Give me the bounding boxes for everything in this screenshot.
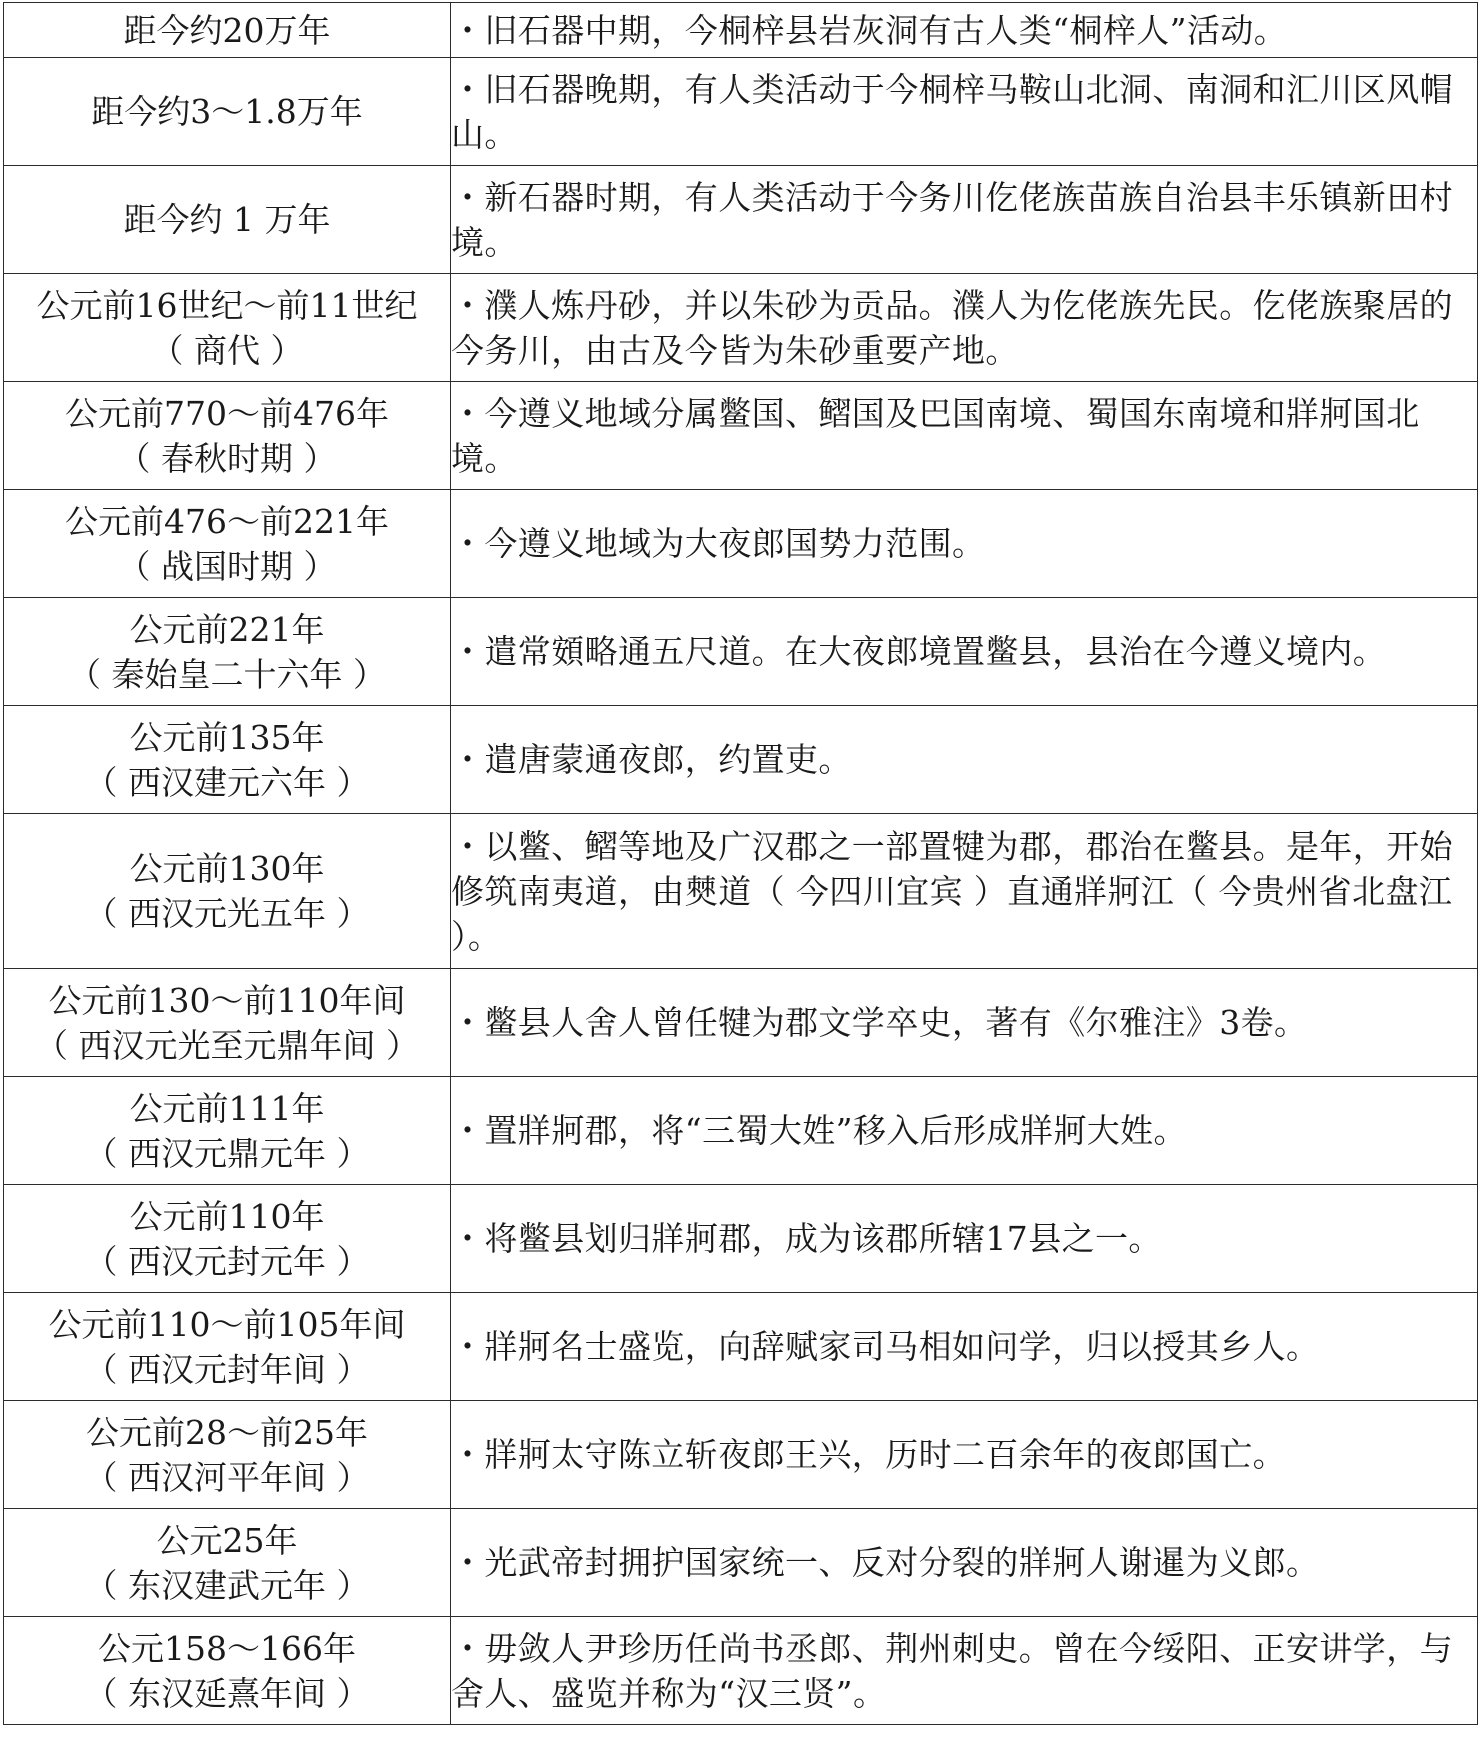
era-text: （ 春秋时期 ）: [117, 438, 337, 478]
date-cell: [4, 3, 451, 58]
date-cell: [4, 598, 451, 706]
date-text: 公元158～166年: [98, 1628, 356, 1668]
event-cell: ・将鳖县划归牂牁郡，成为该郡所辖17县之一。: [451, 1185, 1478, 1293]
era-text: （ 西汉元光至元鼎年间 ）: [35, 1025, 419, 1065]
table-row: [4, 814, 1478, 969]
event-cell: ・置牂牁郡，将“三蜀大姓”移入后形成牂牁大姓。: [451, 1077, 1478, 1185]
era-text: （ 秦始皇二十六年 ）: [68, 654, 386, 694]
date-text: 公元25年: [156, 1520, 298, 1560]
event-cell: ・新石器时期，有人类活动于今务川仡佬族苗族自治县丰乐镇新田村境。: [451, 166, 1478, 274]
event-cell: ・鳖县人舍人曾任犍为郡文学卒史，著有《尔雅注》3卷。: [451, 969, 1478, 1077]
table-row: [4, 166, 1478, 274]
date-text: 距今约20万年: [123, 10, 331, 50]
event-cell: ・濮人炼丹砂，并以朱砂为贡品。濮人为仡佬族先民。仡佬族聚居的今务川，由古及今皆为朱砂重要产地。: [451, 274, 1478, 382]
table-row: [4, 1185, 1478, 1293]
date-cell: [4, 969, 451, 1077]
era-text: （ 西汉元封元年 ）: [84, 1241, 370, 1281]
date-cell: [4, 814, 451, 969]
era-text: （ 战国时期 ）: [117, 546, 337, 586]
date-text: 公元前135年: [129, 717, 325, 757]
table-row: [4, 1401, 1478, 1509]
table-row: [4, 274, 1478, 382]
date-text: 公元前130年: [129, 849, 325, 888]
event-cell: ・今遵义地域分属鳖国、鳛国及巴国南境、蜀国东南境和牂牁国北境。: [451, 382, 1478, 490]
date-text: 公元前28～前25年: [86, 1412, 368, 1452]
table-row: [4, 1293, 1478, 1401]
date-cell: [4, 58, 451, 166]
date-text: 公元前476～前221年: [65, 501, 389, 541]
table-row: [4, 1509, 1478, 1617]
era-text: （ 西汉河平年间 ）: [84, 1457, 370, 1497]
date-cell: [4, 1509, 451, 1617]
era-text: （ 西汉元封年间 ）: [84, 1349, 370, 1389]
chronology-body: [4, 3, 1478, 1725]
date-text: 公元前111年: [129, 1088, 325, 1128]
table-row: [4, 382, 1478, 490]
event-cell: ・光武帝封拥护国家统一、反对分裂的牂牁人谢暹为义郎。: [451, 1509, 1478, 1617]
era-text: （ 商代 ）: [150, 330, 304, 370]
table-row: [4, 3, 1478, 58]
event-cell: ・旧石器中期，今桐梓县岩灰洞有古人类“桐梓人”活动。: [451, 3, 1478, 58]
date-cell: [4, 1617, 451, 1725]
event-cell: ・以鳖、鳛等地及广汉郡之一部置犍为郡，郡治在鳖县。是年，开始修筑南夷道，由僰道（ 今四川宜宾 ）直通牂牁江（ 今贵州省北盘江 ）。: [451, 814, 1478, 969]
date-cell: [4, 1077, 451, 1185]
event-cell: ・旧石器晚期，有人类活动于今桐梓马鞍山北洞、南洞和汇川区风帽山。: [451, 58, 1478, 166]
date-cell: [4, 706, 451, 814]
date-text: 公元前770～前476年: [65, 393, 389, 433]
date-text: 公元前110年: [129, 1196, 325, 1236]
table-row: [4, 1617, 1478, 1725]
table-row: [4, 598, 1478, 706]
date-text: 公元前221年: [129, 609, 325, 649]
date-cell: [4, 1185, 451, 1293]
event-cell: ・毋敛人尹珍历任尚书丞郎、荆州刺史。曾在今绥阳、正安讲学，与舍人、盛览并称为“汉三贤”。: [451, 1617, 1478, 1725]
date-text: 公元前130～前110年间: [48, 980, 406, 1020]
event-cell: ・遣唐蒙通夜郎，约置吏。: [451, 706, 1478, 814]
table-row: [4, 490, 1478, 598]
event-cell: ・遣常頞略通五尺道。在大夜郎境置鳖县，县治在今遵义境内。: [451, 598, 1478, 706]
date-text: 公元前110～前105年间: [48, 1304, 406, 1344]
event-cell: ・牂牁太守陈立斩夜郎王兴，历时二百余年的夜郎国亡。: [451, 1401, 1478, 1509]
table-row: [4, 969, 1478, 1077]
table-row: [4, 1077, 1478, 1185]
era-text: （ 西汉建元六年 ）: [84, 762, 370, 802]
date-cell: [4, 1293, 451, 1401]
date-cell: [4, 1401, 451, 1509]
date-cell: [4, 166, 451, 274]
event-cell: ・今遵义地域为大夜郎国势力范围。: [451, 490, 1478, 598]
event-cell: ・牂牁名士盛览，向辞赋家司马相如问学，归以授其乡人。: [451, 1293, 1478, 1401]
date-cell: [4, 382, 451, 490]
era-text: （ 东汉建武元年 ）: [84, 1565, 370, 1605]
date-cell: [4, 490, 451, 598]
date-text: 公元前16世纪～前11世纪: [36, 285, 418, 325]
chronology-table: [3, 2, 1478, 1725]
date-text: 距今约 1 万年: [123, 200, 331, 239]
era-text: （ 东汉延熹年间 ）: [84, 1673, 370, 1713]
table-row: [4, 58, 1478, 166]
era-text: （ 西汉元鼎元年 ）: [84, 1133, 370, 1173]
date-text: 距今约3～1.8万年: [91, 92, 363, 131]
date-cell: [4, 274, 451, 382]
table-row: [4, 706, 1478, 814]
era-text: （ 西汉元光五年 ）: [84, 894, 370, 933]
